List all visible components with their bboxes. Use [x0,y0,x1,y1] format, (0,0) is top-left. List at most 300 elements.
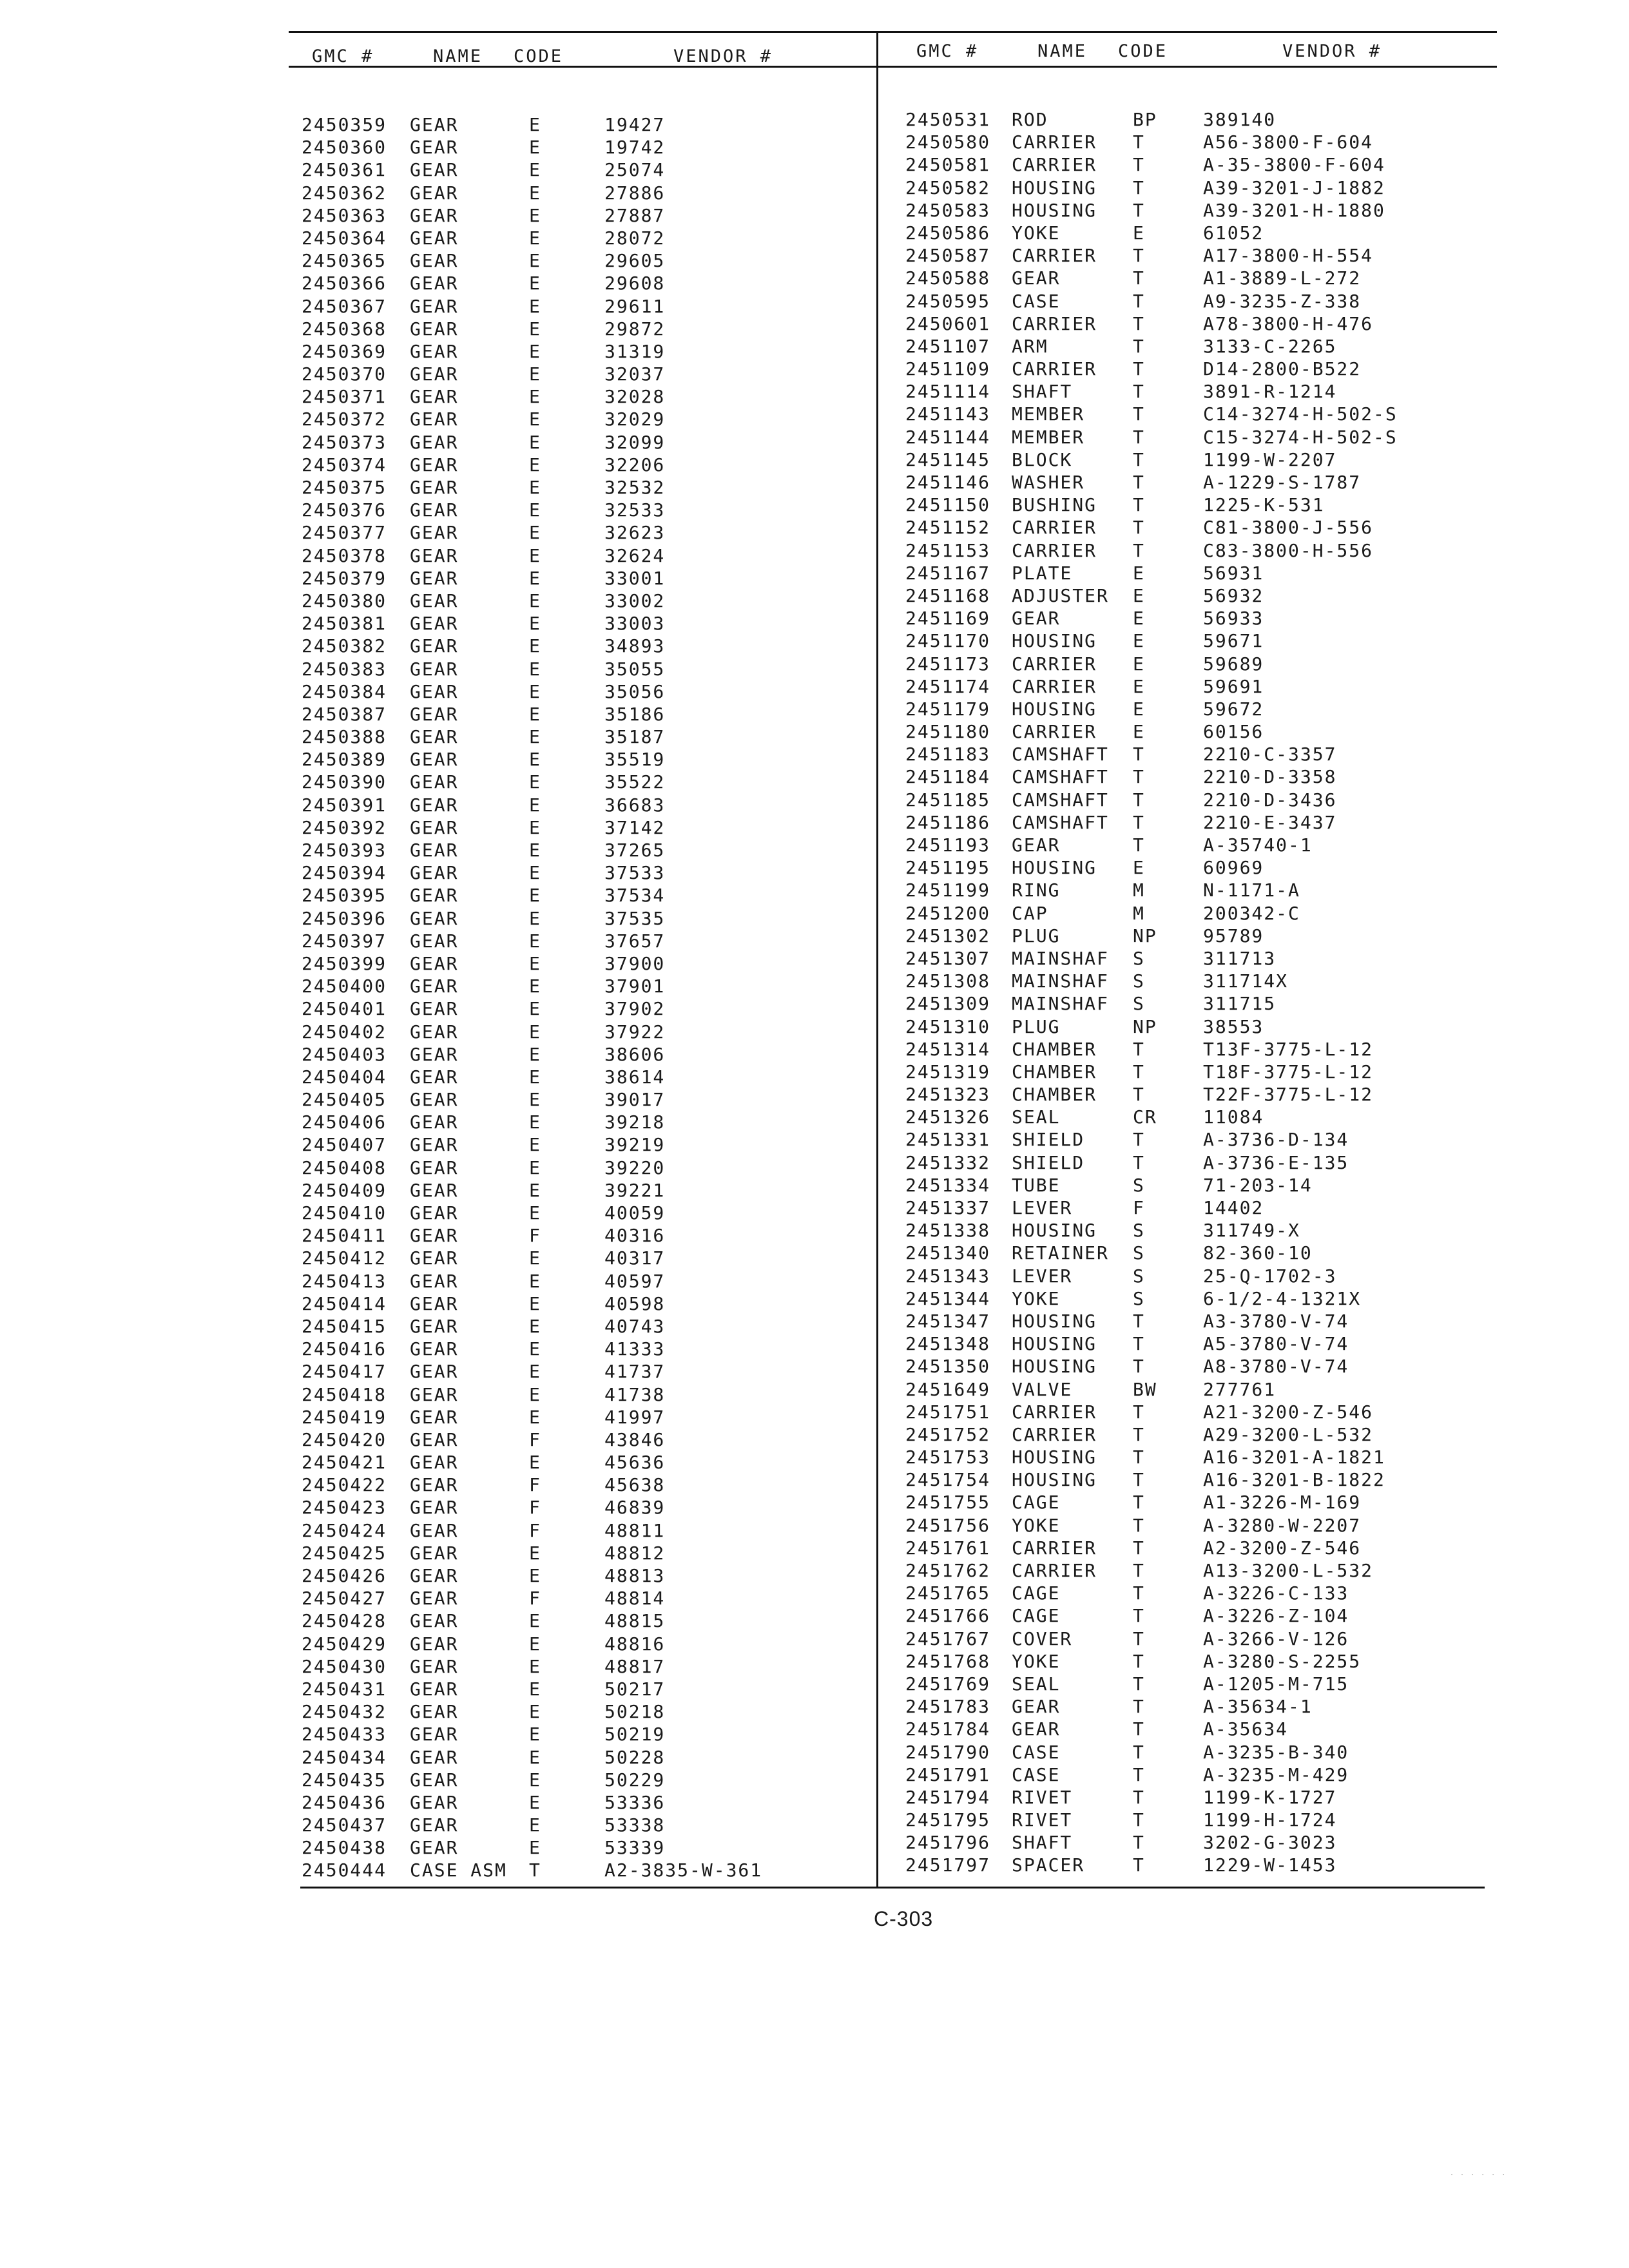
right-header-code: CODE [1118,41,1168,61]
part-name: GEAR [410,159,459,181]
vendor-number: A-3280-S-2255 [1203,1650,1362,1672]
name-code: T [1133,1446,1145,1468]
vendor-number: 37535 [604,907,666,929]
part-name: GEAR [1012,608,1061,629]
part-name: GEAR [410,114,459,135]
right-header-gmc: GMC # [916,41,979,61]
vendor-number: A-3235-M-429 [1203,1763,1349,1785]
part-name: GEAR [410,182,459,204]
vendor-number: 48814 [604,1588,666,1610]
vendor-number: A-3736-E-135 [1203,1151,1349,1173]
vendor-number: A-1205-M-715 [1203,1673,1349,1695]
vendor-number: A-3235-B-340 [1203,1741,1349,1763]
part-name: CAGE [1012,1582,1061,1604]
part-name: GEAR [410,1338,459,1360]
part-name: GEAR [1012,1696,1061,1718]
gmc-number: 2450389 [302,749,387,771]
part-name: GEAR [410,1519,459,1541]
vendor-number: A3-3780-V-74 [1203,1310,1349,1332]
name-code: T [1133,199,1145,221]
gmc-number: 2450372 [302,408,387,430]
vendor-number: 14402 [1203,1197,1264,1218]
part-name: CARRIER [1012,675,1097,697]
vendor-number: A78-3800-H-476 [1203,312,1374,334]
gmc-number: 2450394 [302,862,387,884]
vendor-number: A-35634 [1203,1718,1289,1740]
name-code: E [1133,675,1145,697]
vendor-number: 1199-W-2207 [1203,448,1337,470]
gmc-number: 2451144 [905,426,991,448]
gmc-number: 2450395 [302,885,387,907]
part-name: HOUSING [1012,630,1097,652]
name-code: E [529,840,541,861]
name-code: E [529,499,541,521]
vendor-number: 33003 [604,613,666,635]
gmc-number: 2450373 [302,431,387,453]
gmc-number: 2450400 [302,975,387,997]
name-code: E [529,1701,541,1723]
vendor-number: 56932 [1203,584,1264,606]
part-name: CARRIER [1012,131,1097,153]
vendor-number: 39017 [604,1089,666,1111]
name-code: S [1133,1287,1145,1309]
name-code: T [1133,1537,1145,1559]
part-name: GEAR [410,1179,459,1201]
gmc-number: 2450378 [302,544,387,566]
gmc-number: 2451183 [905,744,991,765]
gmc-number: 2450390 [302,771,387,793]
part-name: GEAR [410,1655,459,1677]
name-code: T [1133,1832,1145,1854]
gmc-number: 2450367 [302,295,387,317]
part-name: LEVER [1012,1265,1073,1287]
name-code: E [529,1270,541,1292]
part-name: LEVER [1012,1197,1073,1218]
name-code: E [529,295,541,317]
part-name: RETAINER [1012,1242,1109,1264]
part-name: GEAR [410,363,459,385]
gmc-number: 2451174 [905,675,991,697]
part-name: SHIELD [1012,1151,1085,1173]
part-name: GEAR [410,975,459,997]
vendor-number: 38606 [604,1043,666,1065]
name-code: E [529,794,541,816]
part-name: GEAR [410,250,459,272]
gmc-number: 2450382 [302,635,387,657]
name-code: E [529,1769,541,1791]
name-code: E [1133,698,1145,720]
name-code: E [529,1157,541,1178]
part-name: GEAR [410,1111,459,1133]
name-code: E [529,885,541,907]
gmc-number: 2450361 [302,159,387,181]
gmc-number: 2451343 [905,1265,991,1287]
part-name: GEAR [410,408,459,430]
gmc-number: 2450428 [302,1610,387,1632]
name-code: T [1133,834,1145,856]
name-code: T [1133,539,1145,561]
gmc-number: 2450363 [302,204,387,226]
name-code: E [1133,562,1145,584]
part-name: SPACER [1012,1854,1085,1876]
vendor-number: 37142 [604,816,666,838]
vendor-number: C15-3274-H-502-S [1203,426,1398,448]
name-code: T [1133,1809,1145,1831]
gmc-number: 2451347 [905,1310,991,1332]
vendor-number: 32037 [604,363,666,385]
part-name: GEAR [410,862,459,884]
part-name: CARRIER [1012,358,1097,380]
part-name: GEAR [410,137,459,159]
gmc-number: 2451766 [905,1605,991,1627]
part-name: GEAR [1012,1718,1061,1740]
part-name: GEAR [410,544,459,566]
gmc-number: 2450421 [302,1452,387,1474]
part-name: CARRIER [1012,517,1097,539]
gmc-number: 2451340 [905,1242,991,1264]
name-code: T [1133,154,1145,176]
vendor-number: 37534 [604,885,666,907]
gmc-number: 2450411 [302,1225,387,1247]
name-code: E [529,454,541,476]
name-code: E [529,1043,541,1065]
name-code: F [529,1474,541,1496]
vendor-number: 32624 [604,544,666,566]
gmc-number: 2450404 [302,1066,387,1088]
vendor-number: T13F-3775-L-12 [1203,1038,1374,1060]
vendor-number: A-3266-V-126 [1203,1628,1349,1649]
part-name: GEAR [410,1588,459,1610]
name-code: E [529,771,541,793]
vendor-number: 36683 [604,794,666,816]
vendor-number: A39-3201-H-1880 [1203,199,1385,221]
vendor-number: 48815 [604,1610,666,1632]
vendor-number: 59671 [1203,630,1264,652]
part-name: GEAR [410,1406,459,1428]
name-code: F [529,1519,541,1541]
vendor-number: 35056 [604,680,666,702]
name-code: E [529,1814,541,1836]
name-code: E [529,1383,541,1405]
gmc-number: 2450410 [302,1202,387,1224]
name-code: T [1133,1084,1145,1106]
vendor-number: 53338 [604,1814,666,1836]
gmc-number: 2450377 [302,522,387,544]
name-code: T [1133,131,1145,153]
name-code: T [1133,312,1145,334]
name-code: E [529,250,541,272]
vendor-number: 38553 [1203,1015,1264,1037]
name-code: NP [1133,1015,1157,1037]
part-name: GEAR [410,295,459,317]
part-name: GEAR [410,771,459,793]
part-name: TUBE [1012,1174,1061,1196]
vendor-number: A13-3200-L-532 [1203,1560,1374,1581]
name-code: T [1133,1151,1145,1173]
name-code: E [529,703,541,725]
gmc-number: 2450391 [302,794,387,816]
name-code: T [1133,1514,1145,1536]
gmc-number: 2451791 [905,1763,991,1785]
vendor-number: 60969 [1203,857,1264,879]
vendor-number: 1225-K-531 [1203,494,1325,516]
name-code: E [529,1134,541,1156]
name-code: E [529,182,541,204]
name-code: T [1133,290,1145,312]
gmc-number: 2451751 [905,1401,991,1423]
part-name: CARRIER [1012,1537,1097,1559]
part-name: SHIELD [1012,1129,1085,1151]
name-code: T [1133,267,1145,289]
vendor-number: 1199-H-1724 [1203,1809,1337,1831]
name-code: E [529,1452,541,1474]
vendor-number: 25074 [604,159,666,181]
vendor-number: 34893 [604,635,666,657]
gmc-number: 2451179 [905,698,991,720]
name-code: E [529,635,541,657]
vendor-number: 311715 [1203,993,1277,1015]
gmc-number: 2450379 [302,567,387,589]
vendor-number: A8-3780-V-74 [1203,1356,1349,1378]
part-name: HOUSING [1012,857,1097,879]
name-code: E [1133,857,1145,879]
vendor-number: 95789 [1203,925,1264,947]
vendor-number: 32029 [604,408,666,430]
gmc-number: 2450374 [302,454,387,476]
name-code: T [1133,358,1145,380]
part-name: GEAR [410,930,459,952]
part-name: GEAR [410,1089,459,1111]
gmc-number: 2451767 [905,1628,991,1649]
part-name: GEAR [410,1542,459,1564]
part-name: CHAMBER [1012,1084,1097,1106]
vendor-number: A-3736-D-134 [1203,1129,1349,1151]
part-name: GEAR [410,204,459,226]
gmc-number: 2451350 [905,1356,991,1378]
gmc-number: 2451302 [905,925,991,947]
part-name: GEAR [410,1474,459,1496]
part-name: GEAR [410,1315,459,1337]
vendor-number: 60156 [1203,721,1264,743]
vendor-number: 50229 [604,1769,666,1791]
vendor-number: 39218 [604,1111,666,1133]
vendor-number: A2-3835-W-361 [604,1860,763,1881]
part-name: GEAR [410,1678,459,1700]
part-name: GEAR [410,680,459,702]
gmc-number: 2450396 [302,907,387,929]
gmc-number: 2450438 [302,1837,387,1859]
part-name: GEAR [410,1383,459,1405]
vendor-number: A39-3201-J-1882 [1203,177,1385,198]
part-name: HOUSING [1012,1310,1097,1332]
gmc-number: 2451319 [905,1061,991,1082]
gmc-number: 2450587 [905,245,991,267]
part-name: ARM [1012,335,1048,357]
vendor-number: 59672 [1203,698,1264,720]
gmc-number: 2450380 [302,590,387,611]
left-header-code: CODE [514,46,564,66]
part-name: GEAR [410,794,459,816]
part-name: GEAR [410,1043,459,1065]
gmc-number: 2451307 [905,947,991,969]
gmc-number: 2450582 [905,177,991,198]
name-code: T [1133,1628,1145,1649]
vendor-number: A2-3200-Z-546 [1203,1537,1362,1559]
name-code: E [529,930,541,952]
vendor-number: 41738 [604,1383,666,1405]
name-code: E [529,386,541,408]
name-code: E [1133,630,1145,652]
name-code: E [529,862,541,884]
gmc-number: 2450432 [302,1701,387,1723]
gmc-number: 2451783 [905,1696,991,1718]
part-name: COVER [1012,1628,1073,1649]
vendor-number: 2210-C-3357 [1203,744,1337,765]
gmc-number: 2451170 [905,630,991,652]
part-name: GEAR [410,1293,459,1314]
gmc-number: 2451309 [905,993,991,1015]
part-name: GEAR [410,816,459,838]
gmc-number: 2450425 [302,1542,387,1564]
gmc-number: 2451193 [905,834,991,856]
vendor-number: A17-3800-H-554 [1203,245,1374,267]
part-name: ADJUSTER [1012,584,1109,606]
gmc-number: 2451143 [905,403,991,425]
gmc-number: 2451195 [905,857,991,879]
name-code: E [529,522,541,544]
vendor-number: 37657 [604,930,666,952]
name-code: E [529,1565,541,1586]
vendor-number: A16-3201-B-1822 [1203,1469,1385,1491]
vendor-number: 82-360-10 [1203,1242,1313,1264]
name-code: E [529,1338,541,1360]
gmc-number: 2450414 [302,1293,387,1314]
left-header-gmc: GMC # [312,46,374,66]
gmc-number: 2450430 [302,1655,387,1677]
gmc-number: 2450369 [302,340,387,362]
vendor-number: 37533 [604,862,666,884]
gmc-number: 2451184 [905,766,991,788]
gmc-number: 2451790 [905,1741,991,1763]
part-name: GEAR [410,703,459,725]
vendor-number: 40059 [604,1202,666,1224]
gmc-number: 2451310 [905,1015,991,1037]
part-name: GEAR [410,1791,459,1813]
part-name: GEAR [410,1361,459,1383]
vendor-number: 3133-C-2265 [1203,335,1337,357]
gmc-number: 2450423 [302,1497,387,1519]
gmc-number: 2451795 [905,1809,991,1831]
vendor-number: 29872 [604,318,666,340]
part-name: WASHER [1012,472,1085,493]
vendor-number: 32206 [604,454,666,476]
part-name: GEAR [410,522,459,544]
name-code: E [1133,222,1145,244]
name-code: S [1133,1242,1145,1264]
name-code: E [1133,721,1145,743]
part-name: GEAR [410,1769,459,1791]
part-name: PLUG [1012,1015,1061,1037]
gmc-number: 2451348 [905,1333,991,1355]
vendor-number: 200342-C [1203,902,1300,924]
gmc-number: 2450426 [302,1565,387,1586]
vendor-number: 48811 [604,1519,666,1541]
vendor-number: 2210-D-3358 [1203,766,1337,788]
gmc-number: 2450595 [905,290,991,312]
vendor-number: A-1229-S-1787 [1203,472,1362,493]
gmc-number: 2450366 [302,273,387,294]
name-code: E [529,204,541,226]
name-code: T [1133,766,1145,788]
gmc-number: 2451761 [905,1537,991,1559]
name-code: E [529,137,541,159]
vendor-number: A-3226-Z-104 [1203,1605,1349,1627]
vendor-number: 1199-K-1727 [1203,1786,1337,1808]
gmc-number: 2450586 [905,222,991,244]
part-name: RIVET [1012,1809,1073,1831]
part-name: GEAR [410,499,459,521]
vendor-number: 39221 [604,1179,666,1201]
gmc-number: 2450419 [302,1406,387,1428]
vendor-number: 277761 [1203,1378,1277,1400]
gmc-number: 2451332 [905,1151,991,1173]
name-code: F [529,1225,541,1247]
name-code: E [529,1066,541,1088]
name-code: E [529,318,541,340]
vendor-number: 6-1/2-4-1321X [1203,1287,1362,1309]
name-code: E [529,363,541,385]
part-name: GEAR [410,1270,459,1292]
vendor-number: A9-3235-Z-338 [1203,290,1362,312]
part-name: MAINSHAF [1012,993,1109,1015]
part-name: HOUSING [1012,1356,1097,1378]
vendor-number: 50219 [604,1724,666,1745]
name-code: CR [1133,1106,1157,1128]
name-code: E [529,1746,541,1768]
part-name: HOUSING [1012,1220,1097,1242]
gmc-number: 2451169 [905,608,991,629]
vendor-number: N-1171-A [1203,879,1300,901]
name-code: E [529,1678,541,1700]
name-code: T [1133,1310,1145,1332]
vendor-number: 32533 [604,499,666,521]
name-code: E [529,1293,541,1314]
part-name: BUSHING [1012,494,1097,516]
scan-speck: · · · · · · [1450,2171,1507,2178]
vendor-number: 41737 [604,1361,666,1383]
gmc-number: 2451308 [905,970,991,992]
name-code: E [529,340,541,362]
name-code: E [529,907,541,929]
gmc-number: 2450408 [302,1157,387,1178]
part-name: HOUSING [1012,1333,1097,1355]
name-code: E [529,998,541,1020]
name-code: T [1133,426,1145,448]
name-code: T [1133,1763,1145,1785]
name-code: F [1133,1197,1145,1218]
name-code: T [1133,245,1145,267]
name-code: T [529,1860,541,1881]
name-code: T [1133,517,1145,539]
name-code: BW [1133,1378,1157,1400]
gmc-number: 2451765 [905,1582,991,1604]
gmc-number: 2451796 [905,1832,991,1854]
vendor-number: 37922 [604,1021,666,1043]
gmc-number: 2451344 [905,1287,991,1309]
name-code: M [1133,902,1145,924]
name-code: T [1133,381,1145,403]
part-name: GEAR [410,1428,459,1450]
